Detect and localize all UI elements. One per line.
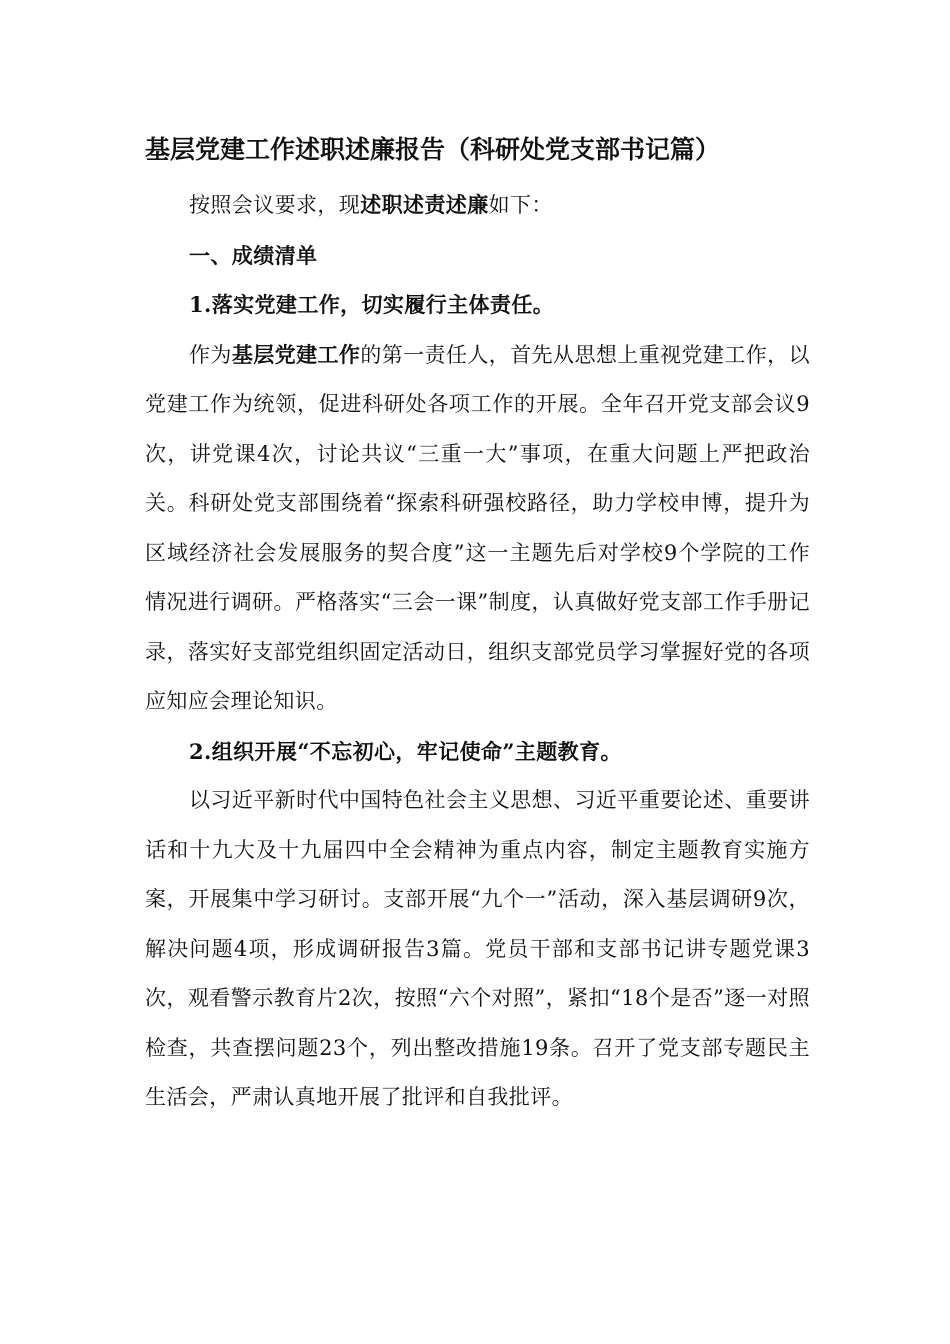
document-page: [145, 128, 810, 1123]
item2-heading: 2.组织开展“不忘初心，牢记使命”主题教育。: [189, 738, 622, 764]
document-title: 基层党建工作述职述廉报告（科研处党支部书记篇）: [145, 135, 721, 164]
item1-text-start: 作为: [189, 342, 232, 367]
item1-text-rest: 的第一责任人，首先从思想上重视党建工作，以党建工作为统领，促进科研处各项工作的开展。全年召开党支部会议9次，讲党课4次，讨论共议“三重一大”事项，在重大问题上严把政治关。科研处党支部围绕着“探索科研强校路径，助力学校申博，提升为区域经济社会发展服务的契合度”这一主题先后对学校9个学院的工作情况进行调研。严格落实“三会一课”制度，认真做好党支部工作手册记录，落实好支部党组织固定活动日，组织支部党员学习掌握好党的各项应知应会理论知识。: [145, 342, 810, 713]
section1-heading: 一、成绩清单: [189, 242, 318, 268]
item1-bold-text: 基层党建工作: [231, 341, 361, 367]
intro-text: 按照会议要求，现: [189, 193, 361, 217]
intro-paragraph: [145, 180, 810, 231]
intro-text-end: 如下：: [488, 193, 553, 217]
item1-paragraph: [145, 330, 810, 727]
intro-bold-text: 述职述责述廉: [360, 192, 489, 217]
item1-heading: 1.落实党建工作，切实履行主体责任。: [189, 292, 555, 317]
item2-paragraph: 以习近平新时代中国特色社会主义思想、习近平重要论述、重要讲话和十九大及十九届四中全会精神为重点内容，制定主题教育实施方案，开展集中学习研讨。支部开展“九个一”活动，深入基层调研9次，解决问题4项，形成调研报告3篇。党员干部和支部书记讲专题党课3次，观看警示教育片2次，按照“六个对照”，紧扣“18个是否”逐一对照检查，共查摆问题23个，列出整改措施19条。召开了党支部专题民主生活会，严肃认真地开展了批评和自我批评。: [145, 788, 810, 1109]
